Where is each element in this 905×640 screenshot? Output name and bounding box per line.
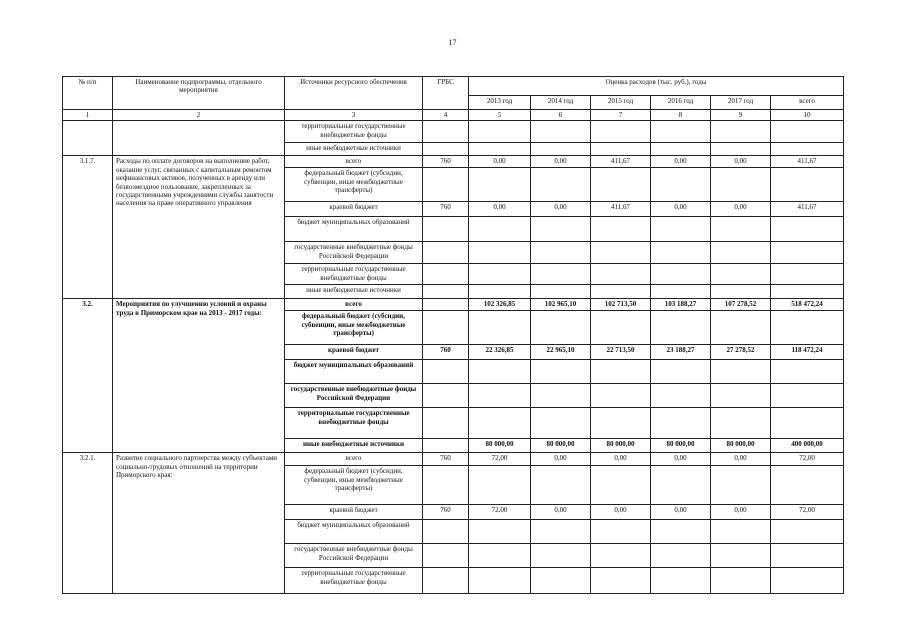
value-cell: 411,67 <box>591 202 651 217</box>
header-name: Наименование подпрограммы, отдельного мероприятия <box>113 77 285 110</box>
value-cell <box>469 466 531 505</box>
value-cell: 0,00 <box>591 453 651 466</box>
value-cell <box>469 568 531 594</box>
value-cell <box>651 408 711 439</box>
value-cell: 102 326,85 <box>469 299 531 311</box>
source-cell: иные внебюджетные источники <box>285 143 423 156</box>
value-cell: 103 188,27 <box>651 299 711 311</box>
value-cell <box>591 568 651 594</box>
value-cell <box>711 311 771 345</box>
source-cell: краевой бюджет <box>285 345 423 360</box>
budget-table <box>62 76 844 594</box>
value-cell: 23 188,27 <box>651 345 711 360</box>
total-cell <box>771 311 844 345</box>
column-number: 6 <box>531 110 591 121</box>
value-cell <box>469 360 531 384</box>
column-number: 2 <box>113 110 285 121</box>
value-cell: 102 965,10 <box>531 299 591 311</box>
value-cell <box>711 408 771 439</box>
value-cell: 0,00 <box>651 202 711 217</box>
value-cell <box>711 143 771 156</box>
value-cell <box>469 285 531 299</box>
value-cell <box>591 264 651 285</box>
grbs-cell <box>423 544 469 568</box>
column-number: 8 <box>651 110 711 121</box>
value-cell: 0,00 <box>711 505 771 520</box>
value-cell: 80 000,00 <box>711 439 771 453</box>
source-cell: иные внебюджетные источники <box>285 439 423 453</box>
header-total: всего <box>771 96 844 110</box>
value-cell <box>469 408 531 439</box>
value-cell: 22 713,50 <box>591 345 651 360</box>
total-cell <box>771 384 844 408</box>
value-cell <box>591 168 651 202</box>
header-num: № п/п <box>63 77 113 110</box>
value-cell: 80 000,00 <box>651 439 711 453</box>
table-row <box>63 156 844 168</box>
value-cell <box>651 520 711 544</box>
item-number: 3.2.1. <box>63 453 113 594</box>
value-cell: 0,00 <box>469 156 531 168</box>
grbs-cell: 760 <box>423 453 469 466</box>
value-cell <box>651 568 711 594</box>
value-cell <box>711 121 771 143</box>
value-cell <box>591 285 651 299</box>
source-cell: федеральный бюджет (субсидии, субвенции, иные межбюджетные трансферты) <box>285 466 423 505</box>
column-number: 9 <box>711 110 771 121</box>
source-cell: бюджет муниципальных образований <box>285 360 423 384</box>
column-number: 10 <box>771 110 844 121</box>
value-cell <box>469 242 531 264</box>
total-cell <box>771 544 844 568</box>
value-cell <box>469 217 531 242</box>
source-cell: государственные внебюджетные фонды Российской Федерации <box>285 544 423 568</box>
value-cell: 0,00 <box>651 505 711 520</box>
value-cell <box>531 384 591 408</box>
value-cell: 72,00 <box>469 453 531 466</box>
value-cell: 0,00 <box>651 453 711 466</box>
value-cell: 80 000,00 <box>469 439 531 453</box>
value-cell <box>711 466 771 505</box>
value-cell <box>651 544 711 568</box>
total-cell: 411,67 <box>771 156 844 168</box>
grbs-cell <box>423 360 469 384</box>
value-cell <box>591 360 651 384</box>
value-cell <box>651 168 711 202</box>
item-name: Развитие социального партнерства между субъектами социально-трудовых отношений на территории Приморского края: <box>113 453 285 594</box>
value-cell <box>469 311 531 345</box>
value-cell: 102 713,50 <box>591 299 651 311</box>
value-cell <box>591 121 651 143</box>
value-cell <box>651 242 711 264</box>
source-cell: федеральный бюджет (субсидии, субвенции, иные межбюджетные трансферты) <box>285 311 423 345</box>
value-cell: 80 000,00 <box>591 439 651 453</box>
value-cell <box>771 143 844 156</box>
value-cell <box>531 264 591 285</box>
value-cell <box>651 217 711 242</box>
value-cell: 27 278,52 <box>711 345 771 360</box>
value-cell <box>531 168 591 202</box>
value-cell <box>711 384 771 408</box>
table-row <box>63 299 844 311</box>
grbs-cell: 760 <box>423 505 469 520</box>
value-cell <box>531 242 591 264</box>
value-cell <box>591 544 651 568</box>
source-cell: территориальные государственные внебюджетные фонды <box>285 264 423 285</box>
source-cell: территориальные государственные внебюджетные фонды <box>285 121 423 143</box>
value-cell <box>711 544 771 568</box>
value-cell <box>469 264 531 285</box>
grbs-cell <box>423 568 469 594</box>
value-cell: 22 326,85 <box>469 345 531 360</box>
value-cell <box>469 121 531 143</box>
value-cell: 0,00 <box>711 453 771 466</box>
value-cell <box>469 520 531 544</box>
source-cell: государственные внебюджетные фонды Российской Федерации <box>285 242 423 264</box>
value-cell <box>531 466 591 505</box>
total-cell: 411,67 <box>771 202 844 217</box>
grbs-cell <box>423 439 469 453</box>
value-cell: 0,00 <box>531 505 591 520</box>
total-cell <box>771 520 844 544</box>
value-cell: 0,00 <box>711 156 771 168</box>
value-cell <box>591 311 651 345</box>
value-cell <box>591 143 651 156</box>
value-cell <box>711 360 771 384</box>
total-cell <box>771 466 844 505</box>
value-cell <box>651 466 711 505</box>
source-cell: территориальные государственные внебюджетные фонды <box>285 568 423 594</box>
value-cell <box>591 242 651 264</box>
source-cell: иные внебюджетные источники <box>285 285 423 299</box>
grbs-cell <box>423 264 469 285</box>
grbs-cell <box>423 408 469 439</box>
total-cell <box>771 360 844 384</box>
column-number: 4 <box>423 110 469 121</box>
value-cell: 22 965,10 <box>531 345 591 360</box>
value-cell <box>531 143 591 156</box>
value-cell <box>711 520 771 544</box>
value-cell <box>531 408 591 439</box>
source-cell: краевой бюджет <box>285 505 423 520</box>
source-cell: всего <box>285 453 423 466</box>
grbs-cell <box>423 143 469 156</box>
total-cell: 118 472,24 <box>771 345 844 360</box>
total-cell <box>771 568 844 594</box>
header-year: 2016 год <box>651 96 711 110</box>
value-cell: 72,00 <box>469 505 531 520</box>
table-row <box>63 453 844 466</box>
total-cell <box>771 264 844 285</box>
header-sources: Источники ресурсного обеспечения <box>285 77 423 110</box>
total-cell <box>771 217 844 242</box>
value-cell <box>469 143 531 156</box>
source-cell: бюджет муниципальных образований <box>285 217 423 242</box>
value-cell <box>651 360 711 384</box>
value-cell <box>651 143 711 156</box>
grbs-cell: 760 <box>423 202 469 217</box>
value-cell <box>531 568 591 594</box>
header-year: 2015 год <box>591 96 651 110</box>
value-cell <box>711 568 771 594</box>
item-name: Мероприятия по улучшению условий и охраны труда в Приморском крае на 2013 - 2017 годы: <box>113 299 285 453</box>
table-body <box>63 77 844 594</box>
table-row <box>63 121 844 143</box>
value-cell: 0,00 <box>591 505 651 520</box>
value-cell <box>711 285 771 299</box>
value-cell: 80 000,00 <box>531 439 591 453</box>
value-cell <box>531 311 591 345</box>
header-year: 2013 год <box>469 96 531 110</box>
grbs-cell <box>423 121 469 143</box>
value-cell: 0,00 <box>531 453 591 466</box>
value-cell <box>531 360 591 384</box>
total-cell <box>771 242 844 264</box>
grbs-cell: 760 <box>423 345 469 360</box>
grbs-cell <box>423 520 469 544</box>
column-numbers-row <box>63 110 844 121</box>
item-number: 3.1.7. <box>63 156 113 299</box>
value-cell: 0,00 <box>469 202 531 217</box>
grbs-cell <box>423 311 469 345</box>
total-cell: 72,00 <box>771 453 844 466</box>
value-cell <box>591 408 651 439</box>
value-cell: 0,00 <box>531 156 591 168</box>
value-cell <box>651 311 711 345</box>
value-cell <box>531 217 591 242</box>
source-cell: бюджет муниципальных образований <box>285 520 423 544</box>
item-name: Расходы по оплате договоров на выполнение работ, оказание услуг, связанных с капитальным ремонтом нефинансовых активов, полученных в аренду или безвозмездное пользование, закрепленных за государственными учреждениями службы занятости населения на праве оперативного управления <box>113 156 285 299</box>
value-cell <box>531 544 591 568</box>
value-cell <box>469 168 531 202</box>
grbs-cell <box>423 242 469 264</box>
value-cell <box>531 520 591 544</box>
grbs-cell <box>423 217 469 242</box>
value-cell <box>711 264 771 285</box>
source-cell: территориальные государственные внебюджетные фонды <box>285 408 423 439</box>
value-cell <box>711 217 771 242</box>
value-cell: 107 278,52 <box>711 299 771 311</box>
header-year: 2017 год <box>711 96 771 110</box>
total-cell <box>771 285 844 299</box>
grbs-cell <box>423 168 469 202</box>
value-cell <box>711 242 771 264</box>
value-cell <box>531 285 591 299</box>
source-cell: всего <box>285 156 423 168</box>
value-cell <box>651 121 711 143</box>
source-cell: государственные внебюджетные фонды Российской Федерации <box>285 384 423 408</box>
value-cell <box>469 384 531 408</box>
column-number: 5 <box>469 110 531 121</box>
value-cell <box>591 384 651 408</box>
value-cell <box>651 285 711 299</box>
value-cell <box>469 544 531 568</box>
total-cell <box>771 168 844 202</box>
grbs-cell <box>423 384 469 408</box>
value-cell: 0,00 <box>531 202 591 217</box>
value-cell <box>591 466 651 505</box>
value-cell: 411,67 <box>591 156 651 168</box>
value-cell <box>651 384 711 408</box>
grbs-cell <box>423 466 469 505</box>
total-cell <box>771 408 844 439</box>
value-cell <box>591 217 651 242</box>
value-cell: 0,00 <box>651 156 711 168</box>
value-cell: 0,00 <box>711 202 771 217</box>
item-number: 3.2. <box>63 299 113 453</box>
column-number: 7 <box>591 110 651 121</box>
source-cell: всего <box>285 299 423 311</box>
total-cell: 400 000,00 <box>771 439 844 453</box>
header-grbs: ГРБС <box>423 77 469 110</box>
grbs-cell <box>423 285 469 299</box>
grbs-cell <box>423 299 469 311</box>
header-row <box>63 77 844 96</box>
total-cell: 518 472,24 <box>771 299 844 311</box>
value-cell <box>771 121 844 143</box>
page-number: 17 <box>448 38 457 47</box>
value-cell <box>651 264 711 285</box>
column-number: 1 <box>63 110 113 121</box>
value-cell <box>711 168 771 202</box>
source-cell: федеральный бюджет (субсидии, субвенции, иные межбюджетные трансферты) <box>285 168 423 202</box>
continued-num-cell <box>63 121 113 156</box>
header-estimate: Оценка расходов (тыс. руб.), годы <box>469 77 844 96</box>
continued-name-cell <box>113 121 285 156</box>
total-cell: 72,00 <box>771 505 844 520</box>
header-year: 2014 год <box>531 96 591 110</box>
column-number: 3 <box>285 110 423 121</box>
value-cell <box>591 520 651 544</box>
grbs-cell: 760 <box>423 156 469 168</box>
value-cell <box>531 121 591 143</box>
source-cell: краевой бюджет <box>285 202 423 217</box>
